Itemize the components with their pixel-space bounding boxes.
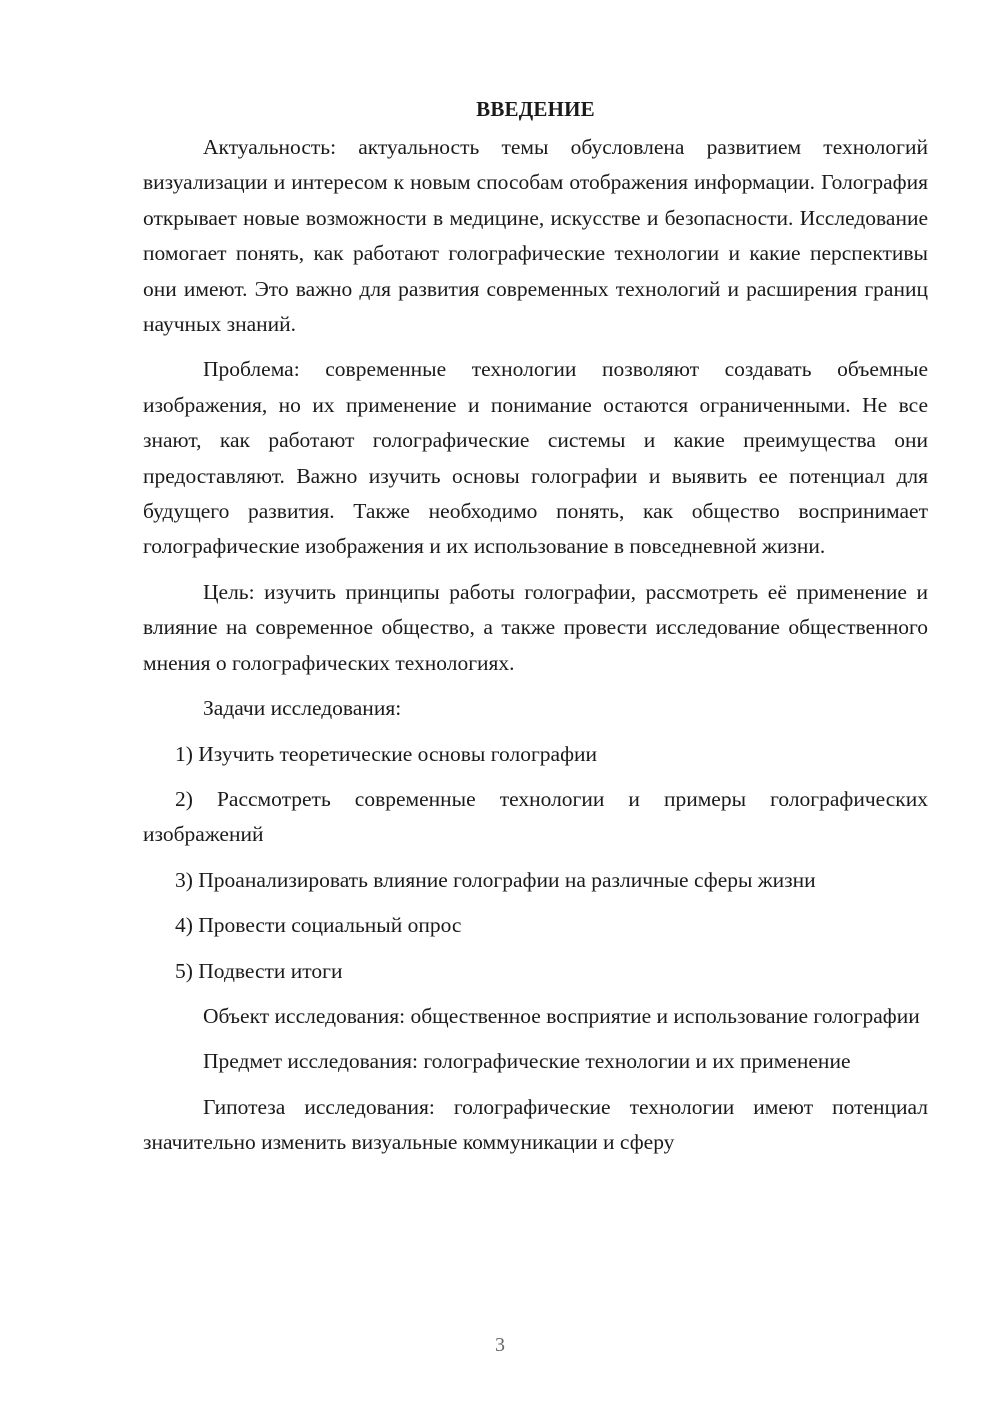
paragraph-subject: Предмет исследования: голографические технологии и их применение xyxy=(203,1049,851,1074)
task-item: 1) Изучить теоретические основы голографии xyxy=(175,741,598,766)
task-item: 3) Проанализировать влияние голографии на различные сферы жизни xyxy=(175,867,816,892)
paragraph-goal: Цель: изучить принципы работы голографии, рассмотреть её применение и влияние на современное общество, а также провести исследование общественного мнения о голографических технологиях. xyxy=(143,579,928,675)
paragraph-object: Объект исследования: общественное восприятие и использование голографии xyxy=(203,1003,920,1028)
task-item: 5) Подвести итоги xyxy=(175,958,343,983)
section-title: ВВЕДЕНИЕ xyxy=(476,97,595,121)
task-item: 4) Провести социальный опрос xyxy=(175,913,462,938)
page-number: 3 xyxy=(495,1334,505,1356)
document-page xyxy=(143,92,928,1171)
paragraph-problem: Проблема: современные технологии позволяют создавать объемные изображения, но их применение и понимание остаются ограниченными. Не все знают, как работают голографические системы и какие преимущества они предоставляют. Важно изучить основы голографии и выявить ее потенциал для будущего развития. Также необходимо понять, как общество воспринимает голографические изображения и их использование в повседневной жизни. xyxy=(143,357,928,559)
paragraph-relevance: Актуальность: актуальность темы обусловлена развитием технологий визуализации и интересом к новым способам отображения информации. Голография открывает новые возможности в медицине, искусстве и безопасности. Исследование помогает понять, как работают голографические технологии и какие перспективы они имеют. Это важно для развития современных технологий и расширения границ научных знаний. xyxy=(143,135,928,337)
tasks-heading: Задачи исследования: xyxy=(203,696,402,721)
task-item: 2) Рассмотреть современные технологии и примеры голографических изображений xyxy=(143,786,928,847)
paragraph-hypothesis: Гипотеза исследования: голографические технологии имеют потенциал значительно изменить визуальные коммуникации и сферу xyxy=(143,1094,928,1155)
